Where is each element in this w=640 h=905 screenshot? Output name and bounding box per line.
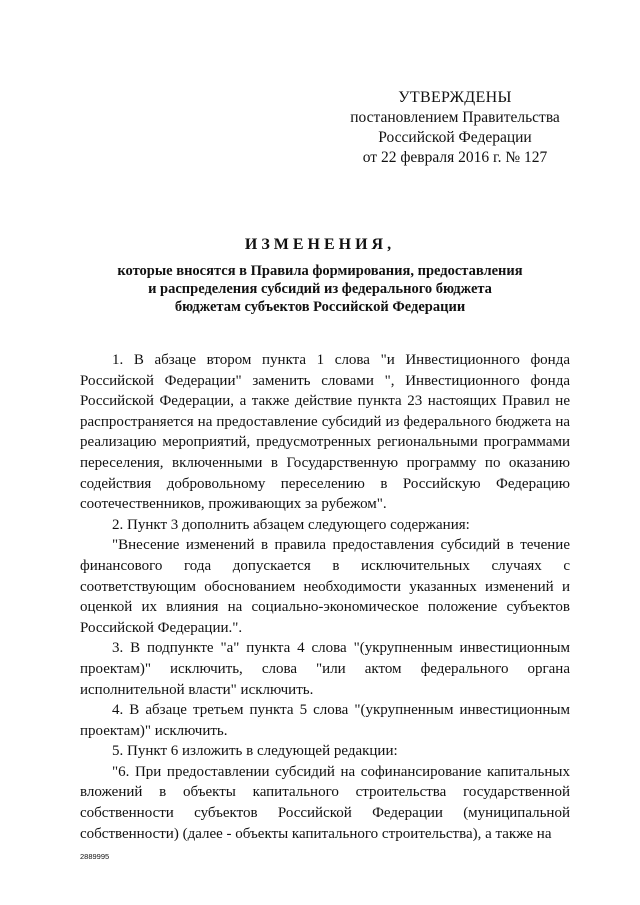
body-paragraph: 4. В абзаце третьем пункта 5 слова "(укрупненным инвестиционным проектам)" исключить. [80, 702, 570, 739]
document-body [80, 350, 570, 844]
subtitle-line: бюджетам субъектов Российской Федерации [174, 299, 466, 315]
body-paragraph: "Внесение изменений в правила предоставления субсидий в течение финансового года допускается в исключительных случаях с соответствующим обоснованием необходимости указанных изменений и оценкой их влияния на социально-экономическое положение субъектов Российской Федерации.". [80, 537, 570, 636]
subtitle-line: и распределения субсидий из федерального бюджета [148, 281, 492, 297]
body-paragraph: 5. Пункт 6 изложить в следующей редакции: [112, 743, 398, 760]
approval-block [340, 88, 570, 168]
approval-line: постановлением Правительства [350, 109, 560, 126]
subtitle-line: которые вносятся в Правила формирования, предоставления [117, 263, 523, 279]
body-paragraph: 1. В абзаце втором пункта 1 слова "и Инвестиционного фонда Российской Федерации" заменить словами ", Инвестиционного фонда Российской Федерации, а также действие пункта 23 настоящих Правил не распространяется на предоставление субсидий из федерального бюджета на реализацию мероприятий, предусмотренных региональными программами переселения, включенными в Государственную программу по оказанию содействия добровольному переселению в Российскую Федерацию соотечественников, проживающих за рубежом". [80, 352, 570, 513]
document-subtitle [70, 262, 570, 316]
document-title: ИЗМЕНЕНИЯ, [244, 236, 396, 253]
body-paragraph: "6. При предоставлении субсидий на софинансирование капитальных вложений в объекты капитального строительства государственной собственности субъектов Российской Федерации (муниципальной собственности) (далее - объекты капитального строительства), а также на [80, 763, 570, 842]
body-paragraph: 2. Пункт 3 дополнить абзацем следующего содержания: [112, 516, 470, 533]
footer-document-code: 2889995 [80, 852, 110, 861]
approval-line: Российской Федерации [378, 129, 532, 146]
approval-heading: УТВЕРЖДЕНЫ [398, 89, 512, 106]
body-paragraph: 3. В подпункте "а" пункта 4 слова "(укрупненным инвестиционным проектам)" исключить, слова "или актом федерального органа исполнительной власти" исключить. [80, 640, 570, 698]
approval-date-line: от 22 февраля 2016 г. № 127 [362, 149, 548, 166]
